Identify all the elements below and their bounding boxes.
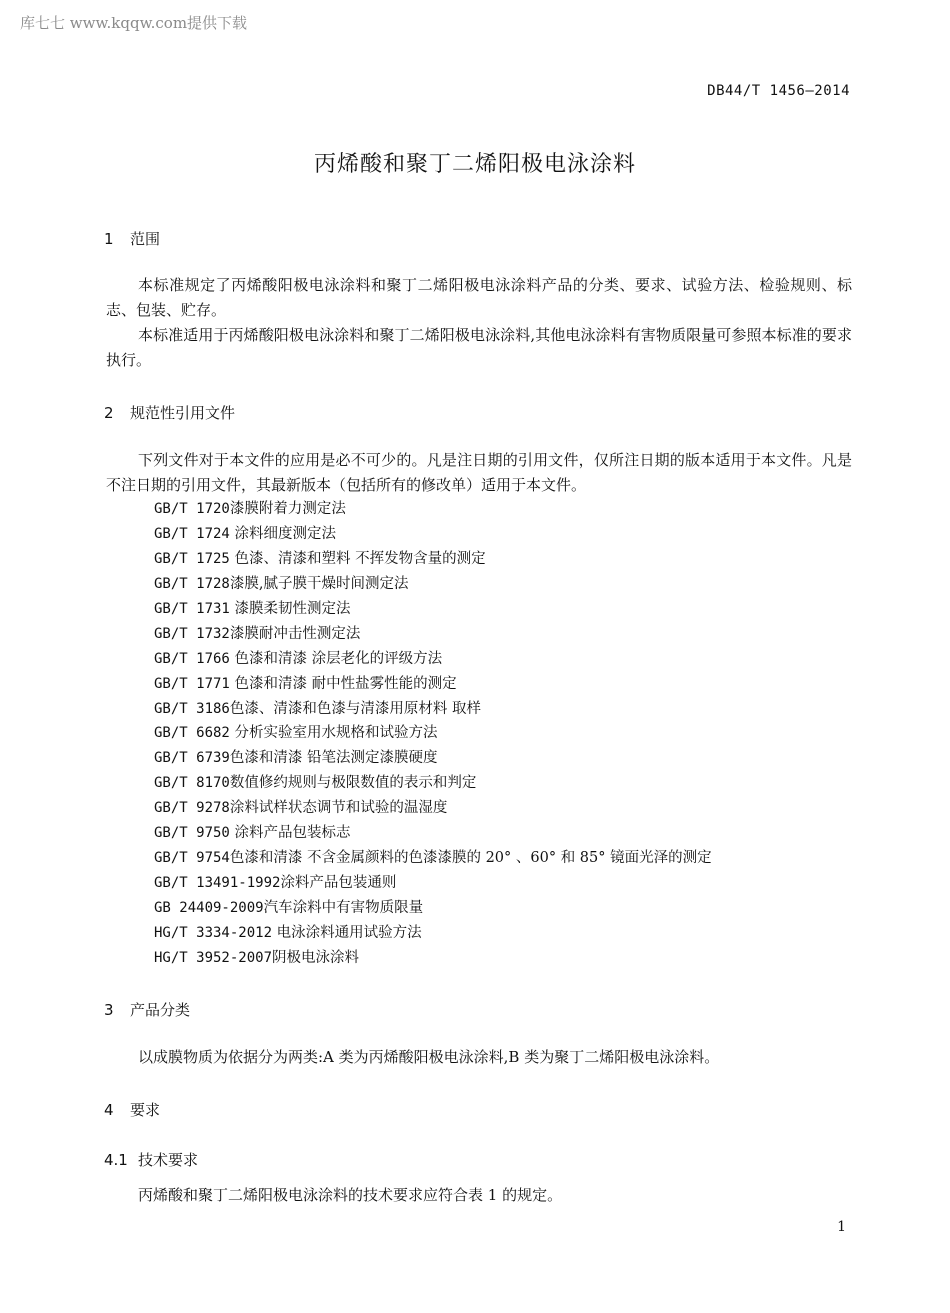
section-title: 范围 [130, 230, 161, 248]
reference-code: GB/T 1724 [154, 525, 230, 542]
reference-code: GB/T 3186 [154, 700, 230, 717]
reference-item [154, 771, 712, 796]
section-number: 3 [104, 1001, 114, 1019]
reference-title: 数值修约规则与极限数值的表示和判定 [229, 775, 477, 792]
reference-code: GB/T 1728 [154, 575, 230, 592]
reference-title: 涂料细度测定法 [229, 525, 336, 542]
reference-code: GB/T 1732 [154, 625, 230, 642]
reference-item [154, 572, 712, 597]
section-title: 要求 [130, 1101, 161, 1119]
reference-item [154, 921, 712, 946]
reference-code: GB/T 1731 [154, 600, 230, 617]
reference-code: GB/T 8170 [154, 775, 230, 792]
section-number: 4 [104, 1101, 114, 1119]
reference-item [154, 796, 712, 821]
reference-code: GB/T 13491-1992 [154, 875, 281, 892]
reference-item [154, 746, 712, 771]
section-4-1-heading [104, 1149, 198, 1170]
section-title: 规范性引用文件 [130, 404, 236, 422]
reference-item [154, 721, 712, 746]
section-title: 产品分类 [130, 1001, 191, 1019]
reference-title: 涂料产品包装标志 [229, 825, 351, 842]
section-number: 2 [104, 404, 114, 422]
reference-code: GB 24409-2009 [154, 900, 264, 916]
reference-item [154, 597, 712, 622]
reference-item [154, 946, 712, 971]
reference-item [154, 672, 712, 697]
reference-item [154, 871, 712, 896]
reference-title: 汽车涂料中有害物质限量 [263, 900, 424, 916]
reference-item [154, 647, 712, 672]
reference-title: 漆膜耐冲击性测定法 [229, 625, 361, 642]
reference-title: 涂料产品包装通则 [280, 875, 397, 892]
reference-title: 漆膜附着力测定法 [229, 501, 346, 517]
paragraph: 下列文件对于本文件的应用是必不可少的。凡是注日期的引用文件，仅所注日期的版本适用于本文件。凡是不注日期的引用文件，其最新版本（包括所有的修改单）适用于本文件。 [106, 451, 852, 494]
reference-code: GB/T 9278 [154, 800, 230, 817]
reference-title: 漆膜柔韧性测定法 [229, 600, 351, 617]
reference-title: 色漆、清漆和色漆与清漆用原材料 取样 [229, 700, 481, 717]
reference-item [154, 497, 712, 522]
section-4-heading [104, 1099, 160, 1120]
reference-list [154, 497, 712, 971]
reference-title: 色漆和清漆 不含金属颜料的色漆漆膜的 20° 、60° 和 85° 镜面光泽的测定 [229, 850, 712, 867]
watermark: 库七七 www.kqqw.com提供下载 [20, 14, 248, 32]
reference-title: 涂料试样状态调节和试验的温湿度 [229, 800, 448, 817]
reference-item [154, 697, 712, 722]
standard-number: DB44/T 1456—2014 [707, 83, 850, 99]
reference-title: 漆膜,腻子膜干燥时间测定法 [229, 575, 409, 592]
section-2-heading [104, 402, 235, 423]
section-1-heading [104, 228, 160, 249]
reference-code: GB/T 1766 [154, 650, 230, 667]
section-number: 1 [104, 230, 114, 248]
reference-item [154, 846, 712, 871]
reference-item [154, 547, 712, 572]
reference-title: 色漆和清漆 耐中性盐雾性能的测定 [229, 675, 457, 692]
document-title: 丙烯酸和聚丁二烯阳极电泳涂料 [313, 152, 636, 177]
reference-item [154, 522, 712, 547]
reference-title: 色漆和清漆 铅笔法测定漆膜硬度 [229, 750, 438, 767]
paragraph: 丙烯酸和聚丁二烯阳极电泳涂料的技术要求应符合表 1 的规定。 [138, 1186, 563, 1204]
reference-title: 分析实验室用水规格和试验方法 [229, 725, 438, 742]
reference-title: 电泳涂料通用试验方法 [272, 924, 422, 941]
reference-item [154, 896, 712, 921]
reference-item [154, 622, 712, 647]
paragraph: 以成膜物质为依据分为两类:A 类为丙烯酸阳极电泳涂料,B 类为聚丁二烯阳极电泳涂料。 [138, 1048, 720, 1066]
reference-code: GB/T 9750 [154, 825, 230, 842]
section-3-heading [104, 999, 190, 1020]
reference-title: 阴极电泳涂料 [272, 949, 360, 966]
section-title: 技术要求 [138, 1151, 199, 1169]
reference-code: HG/T 3952-2007 [154, 949, 273, 966]
reference-code: GB/T 6682 [154, 725, 230, 742]
reference-code: GB/T 6739 [154, 750, 230, 767]
reference-code: GB/T 1771 [154, 675, 230, 692]
paragraph: 本标准适用于丙烯酸阳极电泳涂料和聚丁二烯阳极电泳涂料,其他电泳涂料有害物质限量可参照本标准的要求执行。 [106, 326, 852, 369]
section-number: 4.1 [104, 1151, 128, 1169]
reference-item [154, 821, 712, 846]
reference-code: GB/T 9754 [154, 850, 230, 867]
paragraph: 本标准规定了丙烯酸阳极电泳涂料和聚丁二烯阳极电泳涂料产品的分类、要求、试验方法、检验规则、标志、包装、贮存。 [106, 276, 852, 319]
reference-code: HG/T 3334-2012 [154, 924, 273, 941]
reference-title: 色漆和清漆 涂层老化的评级方法 [229, 650, 443, 667]
page-number: 1 [837, 1219, 846, 1235]
reference-title: 色漆、清漆和塑料 不挥发物含量的测定 [229, 550, 486, 567]
reference-code: GB/T 1725 [154, 550, 230, 567]
reference-code: GB/T 1720 [154, 501, 230, 517]
